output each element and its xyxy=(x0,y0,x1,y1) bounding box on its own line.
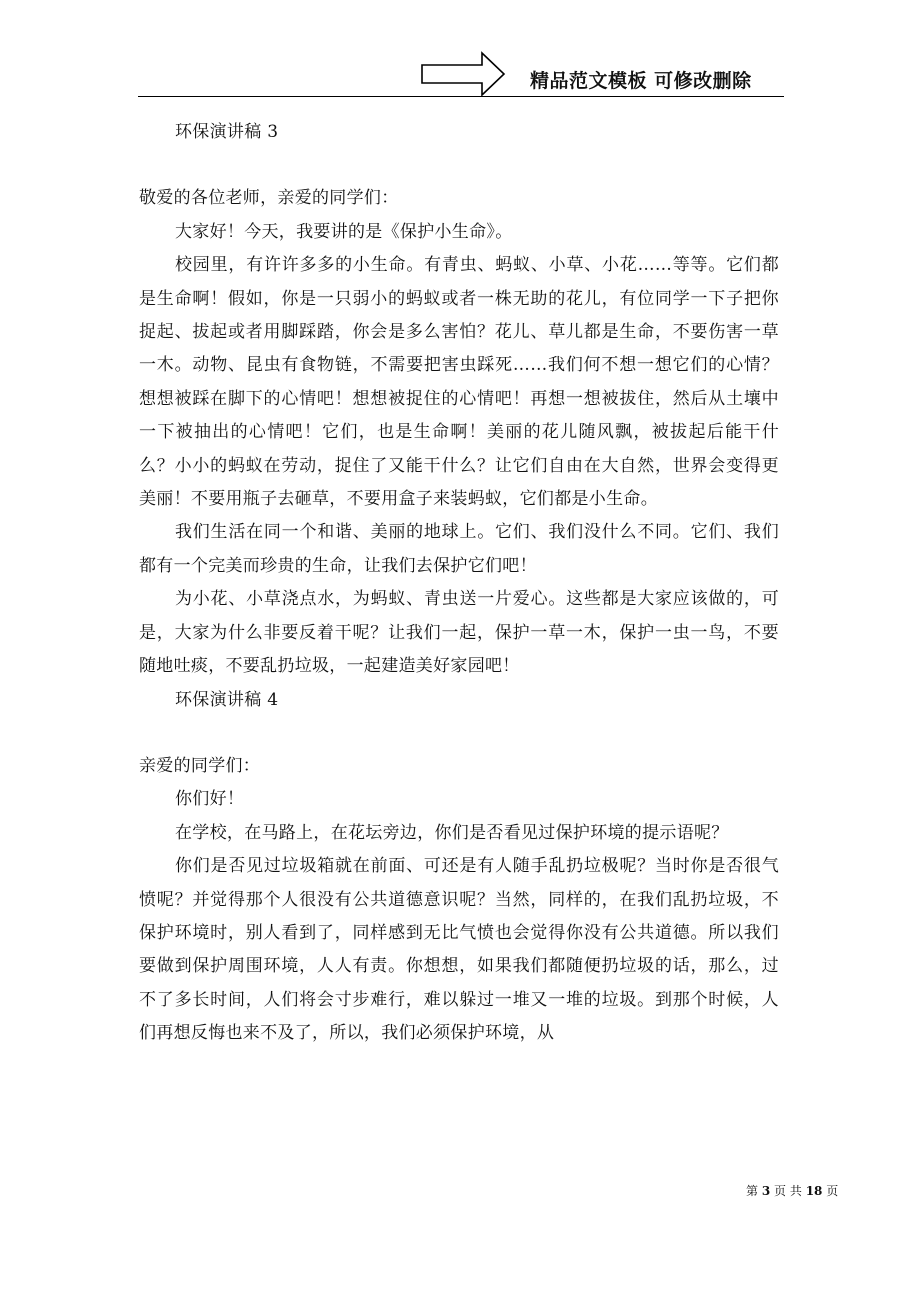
paragraph: 校园里，有许许多多的小生命。有青虫、蚂蚁、小草、小花……等等。它们都是生命啊！假如，你是一只弱小的蚂蚁或者一株无助的花儿，有位同学一下子把你捉起、拔起或者用脚踩踏，你会是多么害怕？花儿、草儿都是生命，不要伤害一草一木。动物、昆虫有食物链，不需要把害虫踩死……我们何不想一想它们的心情？想想被踩在脚下的心情吧！想想被捉住的心情吧！再想一想被拔住，然后从土壤中一下被抽出的心情吧！它们，也是生命啊！美丽的花儿随风飘，被拔起后能干什么？小小的蚂蚁在劳动，捉住了又能干什么？让它们自由在大自然，世界会变得更美丽！不要用瓶子去砸草，不要用盒子来装蚂蚁，它们都是小生命。 xyxy=(139,255,779,510)
page-middle: 页 共 xyxy=(774,1184,802,1198)
arrow-icon xyxy=(420,50,506,98)
document-body xyxy=(139,116,779,1051)
current-page: 3 xyxy=(761,1184,771,1198)
header-divider xyxy=(138,96,784,97)
page-prefix: 第 xyxy=(746,1184,759,1198)
section-heading: 环保演讲稿 4 xyxy=(175,689,279,710)
paragraph: 你们好！ xyxy=(175,789,245,810)
salutation: 亲爱的同学们： xyxy=(139,755,261,776)
salutation: 敬爱的各位老师，亲爱的同学们： xyxy=(139,188,399,209)
paragraph: 你们是否见过垃圾箱就在前面、可还是有人随手乱扔垃极呢？当时你是否很气愤呢？并觉得那个人很没有公共道德意识呢？当然，同样的，在我们乱扔垃圾，不保护环境时，别人看到了，同样感到无比气愤也会觉得你没有公共道德。所以我们要做到保护周围环境，人人有责。你想想，如果我们都随便扔垃圾的话，那么，过不了多长时间，人们将会寸步难行，难以躲过一堆又一堆的垃圾。到那个时候，人们再想反悔也来不及了，所以，我们必须保护环境，从 xyxy=(139,856,779,1044)
spacer xyxy=(139,717,779,750)
page-number xyxy=(746,1182,838,1199)
total-pages: 18 xyxy=(805,1184,823,1198)
header-title: 精品范文模板 可修改删除 xyxy=(530,70,752,92)
spacer xyxy=(139,149,779,182)
paragraph: 大家好！今天，我要讲的是《保护小生命》。 xyxy=(175,221,513,242)
page-suffix: 页 xyxy=(826,1184,839,1198)
section-heading: 环保演讲稿 3 xyxy=(175,122,279,142)
paragraph: 我们生活在同一个和谐、美丽的地球上。它们、我们没什么不同。它们、我们都有一个完美而珍贵的生命，让我们去保护它们吧！ xyxy=(139,522,779,576)
paragraph: 在学校，在马路上，在花坛旁边，你们是否看见过保护环境的提示语呢？ xyxy=(175,822,729,843)
paragraph: 为小花、小草浇点水，为蚂蚁、青虫送一片爱心。这些都是大家应该做的，可是，大家为什么非要反着干呢？让我们一起，保护一草一木，保护一虫一鸟，不要随地吐痰，不要乱扔垃圾，一起建造美好家园吧！ xyxy=(139,589,779,677)
